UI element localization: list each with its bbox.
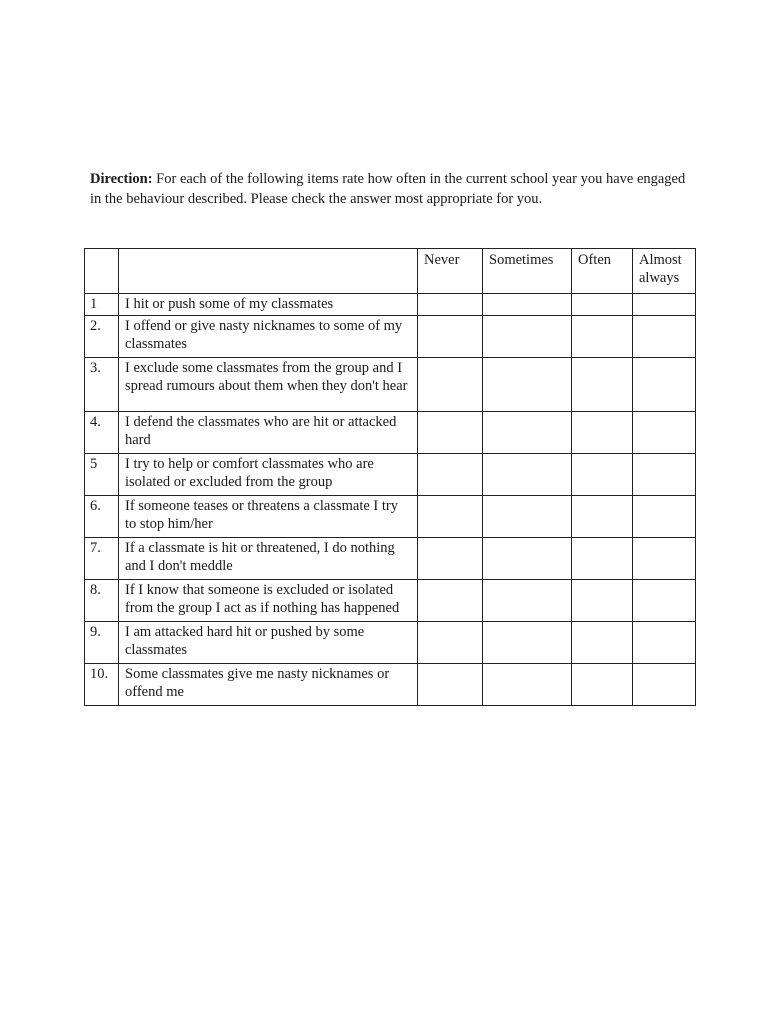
table-row [85, 454, 696, 496]
item-number: 4. [85, 412, 119, 454]
answer-sometimes-cell[interactable] [483, 454, 572, 496]
answer-almost-always-cell[interactable] [633, 580, 696, 622]
answer-almost-always-cell[interactable] [633, 316, 696, 358]
answer-often-cell[interactable] [572, 294, 633, 316]
item-text: I exclude some classmates from the group and I spread rumours about them when they don't hear [119, 358, 418, 412]
table-row [85, 358, 696, 412]
answer-sometimes-cell[interactable] [483, 316, 572, 358]
answer-never-cell[interactable] [418, 622, 483, 664]
header-never: Never [418, 249, 483, 294]
answer-never-cell[interactable] [418, 358, 483, 412]
header-often: Often [572, 249, 633, 294]
answer-sometimes-cell[interactable] [483, 294, 572, 316]
answer-almost-always-cell[interactable] [633, 454, 696, 496]
item-text: I offend or give nasty nicknames to some of my classmates [119, 316, 418, 358]
answer-often-cell[interactable] [572, 538, 633, 580]
table-row [85, 580, 696, 622]
header-almost-always: Almost always [633, 249, 696, 294]
table-row [85, 622, 696, 664]
header-row [85, 249, 696, 294]
answer-never-cell[interactable] [418, 316, 483, 358]
item-number: 7. [85, 538, 119, 580]
answer-never-cell[interactable] [418, 412, 483, 454]
answer-almost-always-cell[interactable] [633, 664, 696, 706]
item-text: If someone teases or threatens a classmate I try to stop him/her [119, 496, 418, 538]
answer-sometimes-cell[interactable] [483, 538, 572, 580]
item-text: If a classmate is hit or threatened, I do nothing and I don't meddle [119, 538, 418, 580]
direction-text: For each of the following items rate how often in the current school year you have engaged in the behaviour described. Please check the answer most appropriate for you. [90, 171, 686, 207]
table-row [85, 664, 696, 706]
header-item [119, 249, 418, 294]
table-row [85, 316, 696, 358]
table-row [85, 496, 696, 538]
answer-sometimes-cell[interactable] [483, 664, 572, 706]
table-row [85, 412, 696, 454]
answer-almost-always-cell[interactable] [633, 294, 696, 316]
table-row [85, 538, 696, 580]
item-text: Some classmates give me nasty nicknames or offend me [119, 664, 418, 706]
item-number: 8. [85, 580, 119, 622]
header-sometimes: Sometimes [483, 249, 572, 294]
item-number: 10. [85, 664, 119, 706]
answer-often-cell[interactable] [572, 412, 633, 454]
item-text: I defend the classmates who are hit or attacked hard [119, 412, 418, 454]
item-text: I hit or push some of my classmates [119, 294, 418, 316]
item-number: 1 [85, 294, 119, 316]
item-number: 9. [85, 622, 119, 664]
answer-almost-always-cell[interactable] [633, 538, 696, 580]
header-number [85, 249, 119, 294]
answer-almost-always-cell[interactable] [633, 412, 696, 454]
direction-label: Direction: [90, 171, 153, 187]
answer-never-cell[interactable] [418, 664, 483, 706]
item-text: I am attacked hard hit or pushed by some classmates [119, 622, 418, 664]
answer-sometimes-cell[interactable] [483, 412, 572, 454]
answer-never-cell[interactable] [418, 294, 483, 316]
answer-sometimes-cell[interactable] [483, 622, 572, 664]
answer-almost-always-cell[interactable] [633, 496, 696, 538]
answer-often-cell[interactable] [572, 496, 633, 538]
answer-sometimes-cell[interactable] [483, 580, 572, 622]
item-number: 6. [85, 496, 119, 538]
table-row [85, 294, 696, 316]
answer-often-cell[interactable] [572, 358, 633, 412]
answer-never-cell[interactable] [418, 496, 483, 538]
direction-paragraph [90, 169, 690, 209]
item-number: 5 [85, 454, 119, 496]
item-text: I try to help or comfort classmates who are isolated or excluded from the group [119, 454, 418, 496]
answer-almost-always-cell[interactable] [633, 358, 696, 412]
answer-sometimes-cell[interactable] [483, 358, 572, 412]
answer-often-cell[interactable] [572, 580, 633, 622]
item-number: 2. [85, 316, 119, 358]
answer-often-cell[interactable] [572, 664, 633, 706]
item-text: If I know that someone is excluded or isolated from the group I act as if nothing has happened [119, 580, 418, 622]
answer-often-cell[interactable] [572, 316, 633, 358]
item-number: 3. [85, 358, 119, 412]
answer-almost-always-cell[interactable] [633, 622, 696, 664]
answer-sometimes-cell[interactable] [483, 496, 572, 538]
answer-often-cell[interactable] [572, 622, 633, 664]
survey-table [84, 248, 696, 706]
answer-never-cell[interactable] [418, 454, 483, 496]
answer-often-cell[interactable] [572, 454, 633, 496]
answer-never-cell[interactable] [418, 580, 483, 622]
answer-never-cell[interactable] [418, 538, 483, 580]
